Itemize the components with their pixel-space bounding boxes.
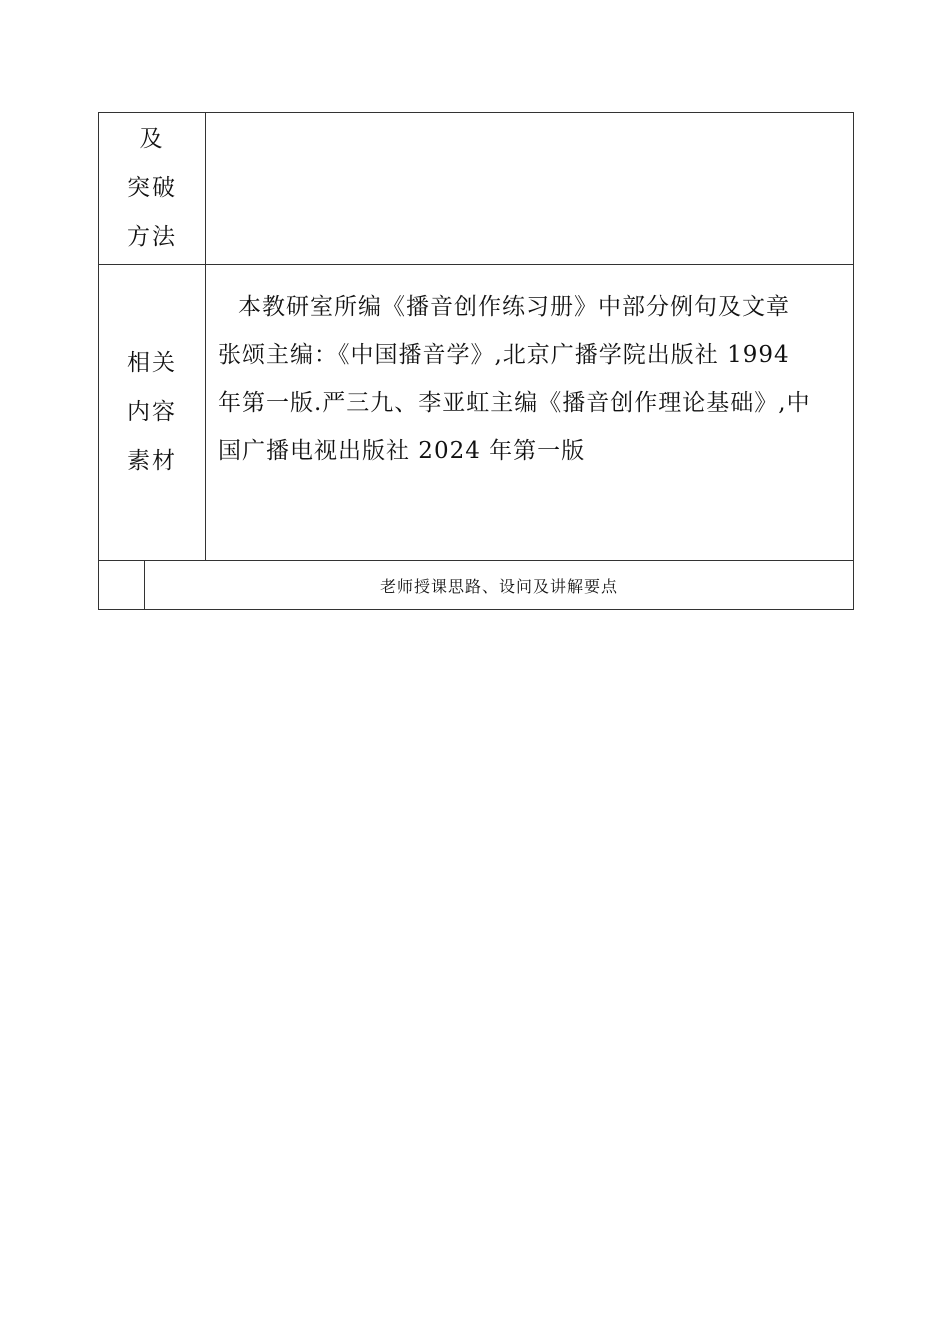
label-line: 方法 (127, 224, 177, 250)
label-line: 素材 (127, 448, 177, 474)
table-row (99, 561, 854, 610)
label-line: 及 (139, 126, 165, 152)
teaching-notes-header: 老师授课思路、设问及讲解要点 (145, 561, 854, 610)
label-line: 相关 (127, 350, 177, 376)
content-line: 本教研室所编《播音创作练习册》中部分例句及文章 (238, 294, 790, 320)
table-row (99, 265, 854, 561)
content-line: 国广播电视出版社 2024 年第一版 (218, 438, 586, 464)
row-content-materials (206, 265, 854, 561)
content-line: 年第一版.严三九、李亚虹主编《播音创作理论基础》,中 (218, 390, 811, 416)
empty-cell (99, 561, 145, 610)
row-label-materials (99, 265, 206, 561)
row-content-methods (206, 113, 854, 265)
label-line: 内容 (127, 399, 177, 425)
table-row (99, 113, 854, 265)
content-line: 张颂主编：《中国播音学》,北京广播学院出版社 1994 (218, 342, 790, 368)
lesson-plan-table (98, 112, 854, 610)
label-line: 突破 (127, 175, 177, 201)
row-label-methods (99, 113, 206, 265)
